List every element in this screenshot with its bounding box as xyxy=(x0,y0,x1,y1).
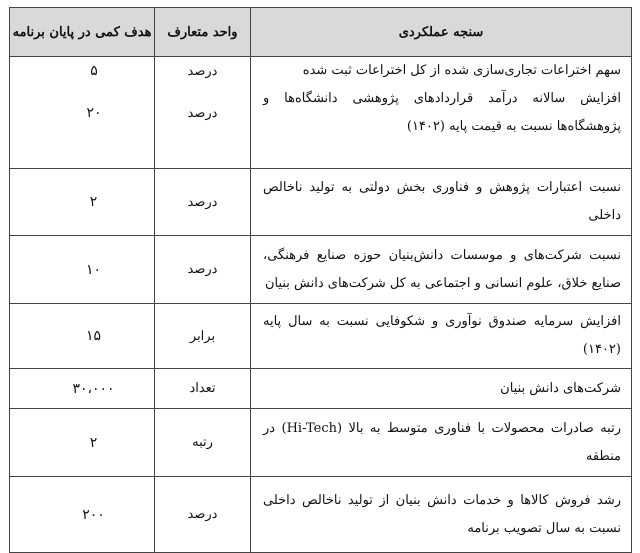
indicator-text: شرکت‌های دانش بنیان xyxy=(251,369,632,409)
indicator-text: افزایش سالانه درآمد قراردادهای پژوهشی دانشگاه‌ها و پژوهشگاه‌ها نسبت به قیمت پایه (۱۴۰۲) xyxy=(263,91,621,134)
header-target: هدف کمی در پایان برنامه xyxy=(10,8,155,57)
header-unit: واحد متعارف xyxy=(155,8,251,57)
indicator-text: سهم اختراعات تجاری‌سازی شده از کل اختراعات ثبت شده xyxy=(302,63,621,78)
table-row xyxy=(10,236,632,304)
unit-text: درصد xyxy=(155,169,251,236)
indicator-text: افزایش سرمایه صندوق نوآوری و شکوفایی نسبت به سال پایه (۱۴۰۲) xyxy=(251,304,632,369)
unit-text: تعداد xyxy=(155,369,251,409)
table-row xyxy=(10,369,632,409)
kpi-table-container xyxy=(9,7,631,536)
header-indicator: سنجه عملکردی xyxy=(251,8,632,57)
target-cell-group-1 xyxy=(10,57,155,169)
indicator-cell-group-1 xyxy=(251,57,632,169)
target-value: ۳۰،۰۰۰ xyxy=(10,369,155,409)
table-row-group-1 xyxy=(10,57,632,169)
target-value: ۲۰ xyxy=(86,105,102,121)
target-value: ۲۰۰ xyxy=(10,477,155,553)
table-row xyxy=(10,169,632,236)
target-value: ۵ xyxy=(90,63,98,79)
unit-text: برابر xyxy=(155,304,251,369)
table-row xyxy=(10,409,632,477)
indicator-text: رتبه صادرات محصولات با فناوری متوسط به بالا (Hi-Tech) در منطقه xyxy=(251,409,632,477)
target-value: ۲ xyxy=(10,409,155,477)
indicator-text: نسبت اعتبارات پژوهش و فناوری بخش دولتی به تولید ناخالص داخلی xyxy=(251,169,632,236)
unit-text: درصد xyxy=(187,63,218,79)
indicator-text: نسبت شرکت‌های و موسسات دانش‌بنیان حوزه صنایع فرهنگی، صنایع خلاق، علوم انسانی و اجتماعی به کل شرکت‌های دانش بنیان xyxy=(251,236,632,304)
table-row xyxy=(10,304,632,369)
target-value: ۲ xyxy=(10,169,155,236)
unit-text: رتبه xyxy=(155,409,251,477)
kpi-table xyxy=(9,7,632,553)
unit-text: درصد xyxy=(155,477,251,553)
unit-cell-group-1 xyxy=(155,57,251,169)
unit-text: درصد xyxy=(187,105,218,121)
indicator-text: رشد فروش کالاها و خدمات دانش بنیان از تولید ناخالص داخلی نسبت به سال تصویب برنامه xyxy=(251,477,632,553)
target-value: ۱۰ xyxy=(10,236,155,304)
table-row xyxy=(10,477,632,553)
target-value: ۱۵ xyxy=(10,304,155,369)
table-header-row xyxy=(10,8,632,57)
unit-text: درصد xyxy=(155,236,251,304)
